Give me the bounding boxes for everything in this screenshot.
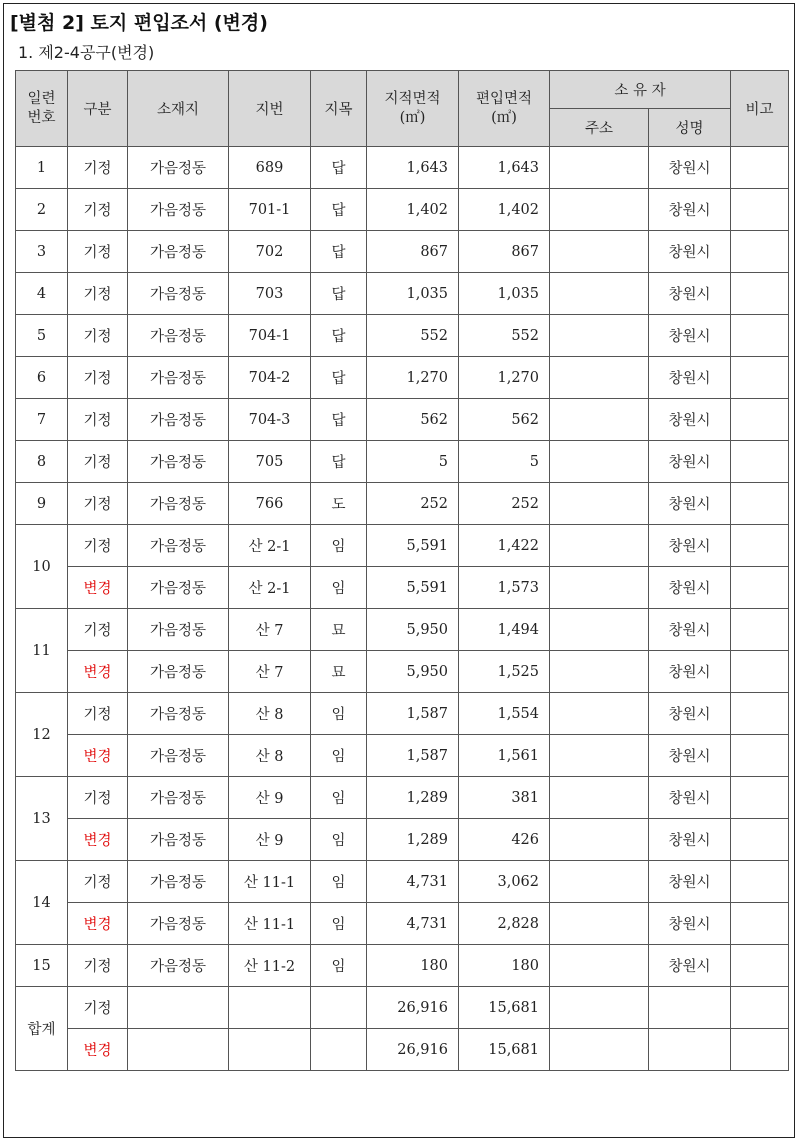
- cell-owner-name: 창원시: [649, 651, 731, 693]
- cell-land-type: 묘: [311, 609, 367, 651]
- cell-owner-name: [649, 987, 731, 1029]
- cell-cadastral-area: 252: [367, 483, 459, 525]
- cell-lot: 산 7: [229, 651, 311, 693]
- cell-owner-name: 창원시: [649, 693, 731, 735]
- cell-land-type: 임: [311, 735, 367, 777]
- cell-category: 변경: [68, 1029, 128, 1071]
- cell-owner-name: 창원시: [649, 525, 731, 567]
- cell-address: [550, 735, 649, 777]
- cell-serial-number: 1: [16, 147, 68, 189]
- table-row: [16, 609, 789, 651]
- cell-category: 변경: [68, 735, 128, 777]
- cell-lot: 704-2: [229, 357, 311, 399]
- cell-category: 기정: [68, 147, 128, 189]
- table-row: [16, 693, 789, 735]
- cell-incorporated-area: 1,035: [459, 273, 550, 315]
- cell-cadastral-area: 1,402: [367, 189, 459, 231]
- cell-land-type: 답: [311, 315, 367, 357]
- cell-category: 기정: [68, 399, 128, 441]
- cell-address: [550, 147, 649, 189]
- cell-lot: 704-1: [229, 315, 311, 357]
- cell-category: 변경: [68, 903, 128, 945]
- header-incorporated-area: 편입면적 (㎡): [459, 71, 550, 147]
- document-title: [별첨 2] 토지 편입조서 (변경): [10, 12, 268, 34]
- cell-owner-name: 창원시: [649, 399, 731, 441]
- cell-cadastral-area: 5,591: [367, 525, 459, 567]
- cell-remarks: [731, 567, 789, 609]
- cell-land-type: [311, 1029, 367, 1071]
- cell-location: 가음정동: [128, 525, 229, 567]
- cell-remarks: [731, 1029, 789, 1071]
- cell-lot: 산 8: [229, 735, 311, 777]
- cell-category: 기정: [68, 357, 128, 399]
- cell-location: 가음정동: [128, 189, 229, 231]
- cell-lot: 766: [229, 483, 311, 525]
- cell-lot: [229, 1029, 311, 1071]
- cell-serial-number: 3: [16, 231, 68, 273]
- cell-cadastral-area: 562: [367, 399, 459, 441]
- cell-serial-number: 2: [16, 189, 68, 231]
- cell-serial-number: 15: [16, 945, 68, 987]
- cell-owner-name: 창원시: [649, 777, 731, 819]
- cell-address: [550, 357, 649, 399]
- cell-remarks: [731, 315, 789, 357]
- cell-category: 기정: [68, 189, 128, 231]
- header-cadastral-area: 지적면적 (㎡): [367, 71, 459, 147]
- cell-remarks: [731, 651, 789, 693]
- cell-cadastral-area: 1,289: [367, 777, 459, 819]
- cell-serial-number: 13: [16, 777, 68, 861]
- cell-category: 기정: [68, 609, 128, 651]
- table-row: [16, 735, 789, 777]
- cell-cadastral-area: 1,289: [367, 819, 459, 861]
- cell-land-type: 임: [311, 567, 367, 609]
- cell-land-type: 도: [311, 483, 367, 525]
- cell-remarks: [731, 987, 789, 1029]
- cell-serial-number: 합계: [16, 987, 68, 1071]
- cell-incorporated-area: 252: [459, 483, 550, 525]
- cell-owner-name: 창원시: [649, 735, 731, 777]
- cell-incorporated-area: 1,402: [459, 189, 550, 231]
- cell-serial-number: 4: [16, 273, 68, 315]
- cell-category: 변경: [68, 567, 128, 609]
- cell-land-type: 답: [311, 231, 367, 273]
- table-row: [16, 147, 789, 189]
- cell-remarks: [731, 483, 789, 525]
- cell-remarks: [731, 777, 789, 819]
- cell-cadastral-area: 1,643: [367, 147, 459, 189]
- cell-category: 기정: [68, 315, 128, 357]
- cell-cadastral-area: 5,950: [367, 609, 459, 651]
- cell-lot: 산 11-2: [229, 945, 311, 987]
- header-lot: 지번: [229, 71, 311, 147]
- cell-incorporated-area: 15,681: [459, 987, 550, 1029]
- cell-remarks: [731, 231, 789, 273]
- cell-category: 기정: [68, 777, 128, 819]
- cell-land-type: 답: [311, 399, 367, 441]
- cell-lot: 산 2-1: [229, 525, 311, 567]
- table-header: [16, 71, 789, 147]
- cell-land-type: 묘: [311, 651, 367, 693]
- cell-serial-number: 12: [16, 693, 68, 777]
- table-row: [16, 525, 789, 567]
- cell-incorporated-area: 1,573: [459, 567, 550, 609]
- cell-address: [550, 609, 649, 651]
- table-row: [16, 987, 789, 1029]
- cell-owner-name: 창원시: [649, 357, 731, 399]
- cell-category: 기정: [68, 441, 128, 483]
- cell-cadastral-area: 26,916: [367, 987, 459, 1029]
- cell-address: [550, 1029, 649, 1071]
- cell-cadastral-area: 867: [367, 231, 459, 273]
- cell-incorporated-area: 1,494: [459, 609, 550, 651]
- cell-cadastral-area: 4,731: [367, 903, 459, 945]
- cell-lot: 702: [229, 231, 311, 273]
- cell-location: 가음정동: [128, 441, 229, 483]
- cell-remarks: [731, 357, 789, 399]
- cell-cadastral-area: 5: [367, 441, 459, 483]
- header-address: 주소: [550, 109, 649, 147]
- cell-cadastral-area: 552: [367, 315, 459, 357]
- cell-category: 기정: [68, 945, 128, 987]
- cell-cadastral-area: 1,587: [367, 693, 459, 735]
- cell-land-type: 임: [311, 525, 367, 567]
- table-body: [16, 147, 789, 1071]
- cell-address: [550, 777, 649, 819]
- cell-owner-name: 창원시: [649, 273, 731, 315]
- cell-address: [550, 399, 649, 441]
- cell-cadastral-area: 5,950: [367, 651, 459, 693]
- cell-owner-name: 창원시: [649, 147, 731, 189]
- header-remarks: 비고: [731, 71, 789, 147]
- cell-lot: 산 9: [229, 819, 311, 861]
- cell-owner-name: 창원시: [649, 861, 731, 903]
- cell-serial-number: 7: [16, 399, 68, 441]
- table-row: [16, 651, 789, 693]
- cell-owner-name: [649, 1029, 731, 1071]
- table-row: [16, 903, 789, 945]
- cell-location: 가음정동: [128, 231, 229, 273]
- table-row: [16, 441, 789, 483]
- cell-cadastral-area: 4,731: [367, 861, 459, 903]
- cell-address: [550, 819, 649, 861]
- cell-owner-name: 창원시: [649, 609, 731, 651]
- cell-address: [550, 945, 649, 987]
- cell-lot: [229, 987, 311, 1029]
- cell-remarks: [731, 273, 789, 315]
- cell-serial-number: 14: [16, 861, 68, 945]
- cell-incorporated-area: 562: [459, 399, 550, 441]
- cell-incorporated-area: 1,270: [459, 357, 550, 399]
- cell-incorporated-area: 3,062: [459, 861, 550, 903]
- table-row: [16, 567, 789, 609]
- cell-category: 기정: [68, 231, 128, 273]
- table-row: [16, 357, 789, 399]
- cell-location: [128, 1029, 229, 1071]
- cell-incorporated-area: 2,828: [459, 903, 550, 945]
- cell-land-type: 답: [311, 273, 367, 315]
- cell-location: 가음정동: [128, 357, 229, 399]
- cell-incorporated-area: 5: [459, 441, 550, 483]
- cell-incorporated-area: 867: [459, 231, 550, 273]
- cell-lot: 산 2-1: [229, 567, 311, 609]
- cell-location: 가음정동: [128, 819, 229, 861]
- cell-incorporated-area: 426: [459, 819, 550, 861]
- cell-remarks: [731, 441, 789, 483]
- cell-category: 기정: [68, 525, 128, 567]
- cell-remarks: [731, 819, 789, 861]
- cell-lot: 705: [229, 441, 311, 483]
- cell-lot: 산 9: [229, 777, 311, 819]
- cell-lot: 701-1: [229, 189, 311, 231]
- cell-category: 기정: [68, 693, 128, 735]
- cell-lot: 703: [229, 273, 311, 315]
- cell-cadastral-area: 1,270: [367, 357, 459, 399]
- land-incorporation-table: [15, 70, 789, 1071]
- header-serial: 일련 번호: [16, 71, 68, 147]
- cell-location: 가음정동: [128, 693, 229, 735]
- cell-category: 기정: [68, 483, 128, 525]
- cell-address: [550, 273, 649, 315]
- cell-owner-name: 창원시: [649, 945, 731, 987]
- cell-remarks: [731, 693, 789, 735]
- cell-location: 가음정동: [128, 903, 229, 945]
- cell-remarks: [731, 861, 789, 903]
- cell-land-type: 임: [311, 945, 367, 987]
- cell-owner-name: 창원시: [649, 903, 731, 945]
- cell-remarks: [731, 945, 789, 987]
- cell-owner-name: 창원시: [649, 315, 731, 357]
- cell-land-type: [311, 987, 367, 1029]
- cell-land-type: 임: [311, 819, 367, 861]
- cell-serial-number: 11: [16, 609, 68, 693]
- cell-address: [550, 693, 649, 735]
- cell-serial-number: 6: [16, 357, 68, 399]
- cell-location: 가음정동: [128, 861, 229, 903]
- cell-incorporated-area: 15,681: [459, 1029, 550, 1071]
- header-location: 소재지: [128, 71, 229, 147]
- cell-location: 가음정동: [128, 147, 229, 189]
- table-row: [16, 861, 789, 903]
- cell-land-type: 답: [311, 189, 367, 231]
- cell-address: [550, 441, 649, 483]
- cell-incorporated-area: 1,561: [459, 735, 550, 777]
- cell-address: [550, 567, 649, 609]
- cell-address: [550, 483, 649, 525]
- cell-incorporated-area: 552: [459, 315, 550, 357]
- cell-lot: 산 7: [229, 609, 311, 651]
- cell-land-type: 임: [311, 693, 367, 735]
- cell-cadastral-area: 1,587: [367, 735, 459, 777]
- table-row: [16, 1029, 789, 1071]
- cell-owner-name: 창원시: [649, 567, 731, 609]
- cell-serial-number: 5: [16, 315, 68, 357]
- header-owner: 소 유 자: [550, 71, 731, 109]
- table-row: [16, 399, 789, 441]
- header-land-type: 지목: [311, 71, 367, 147]
- cell-land-type: 임: [311, 861, 367, 903]
- cell-owner-name: 창원시: [649, 441, 731, 483]
- cell-owner-name: 창원시: [649, 189, 731, 231]
- cell-category: 변경: [68, 651, 128, 693]
- cell-location: 가음정동: [128, 567, 229, 609]
- cell-owner-name: 창원시: [649, 819, 731, 861]
- cell-land-type: 답: [311, 357, 367, 399]
- cell-serial-number: 8: [16, 441, 68, 483]
- cell-incorporated-area: 1,554: [459, 693, 550, 735]
- cell-lot: 산 8: [229, 693, 311, 735]
- cell-category: 기정: [68, 861, 128, 903]
- cell-location: 가음정동: [128, 651, 229, 693]
- section-subtitle: 1. 제2-4공구(변경): [18, 43, 155, 62]
- cell-incorporated-area: 381: [459, 777, 550, 819]
- cell-owner-name: 창원시: [649, 483, 731, 525]
- table-row: [16, 273, 789, 315]
- cell-remarks: [731, 525, 789, 567]
- cell-location: [128, 987, 229, 1029]
- cell-owner-name: 창원시: [649, 231, 731, 273]
- cell-lot: 산 11-1: [229, 861, 311, 903]
- header-category: 구분: [68, 71, 128, 147]
- cell-remarks: [731, 399, 789, 441]
- cell-land-type: 답: [311, 147, 367, 189]
- cell-category: 변경: [68, 819, 128, 861]
- table-row: [16, 483, 789, 525]
- cell-location: 가음정동: [128, 735, 229, 777]
- cell-cadastral-area: 26,916: [367, 1029, 459, 1071]
- cell-incorporated-area: 1,525: [459, 651, 550, 693]
- cell-location: 가음정동: [128, 273, 229, 315]
- table-row: [16, 945, 789, 987]
- cell-address: [550, 231, 649, 273]
- cell-lot: 산 11-1: [229, 903, 311, 945]
- cell-incorporated-area: 1,643: [459, 147, 550, 189]
- cell-lot: 704-3: [229, 399, 311, 441]
- cell-address: [550, 525, 649, 567]
- cell-location: 가음정동: [128, 483, 229, 525]
- cell-address: [550, 861, 649, 903]
- cell-incorporated-area: 180: [459, 945, 550, 987]
- header-name: 성명: [649, 109, 731, 147]
- cell-remarks: [731, 147, 789, 189]
- cell-location: 가음정동: [128, 399, 229, 441]
- cell-cadastral-area: 1,035: [367, 273, 459, 315]
- table-row: [16, 777, 789, 819]
- cell-address: [550, 315, 649, 357]
- cell-serial-number: 10: [16, 525, 68, 609]
- cell-address: [550, 189, 649, 231]
- cell-land-type: 임: [311, 903, 367, 945]
- cell-remarks: [731, 735, 789, 777]
- table-row: [16, 819, 789, 861]
- cell-address: [550, 903, 649, 945]
- cell-cadastral-area: 180: [367, 945, 459, 987]
- table-row: [16, 231, 789, 273]
- cell-location: 가음정동: [128, 609, 229, 651]
- cell-location: 가음정동: [128, 945, 229, 987]
- cell-category: 기정: [68, 273, 128, 315]
- cell-remarks: [731, 609, 789, 651]
- cell-location: 가음정동: [128, 315, 229, 357]
- cell-remarks: [731, 903, 789, 945]
- table-row: [16, 315, 789, 357]
- cell-location: 가음정동: [128, 777, 229, 819]
- cell-land-type: 임: [311, 777, 367, 819]
- cell-land-type: 답: [311, 441, 367, 483]
- table-row: [16, 189, 789, 231]
- cell-address: [550, 987, 649, 1029]
- cell-incorporated-area: 1,422: [459, 525, 550, 567]
- cell-category: 기정: [68, 987, 128, 1029]
- cell-serial-number: 9: [16, 483, 68, 525]
- cell-lot: 689: [229, 147, 311, 189]
- cell-address: [550, 651, 649, 693]
- cell-remarks: [731, 189, 789, 231]
- cell-cadastral-area: 5,591: [367, 567, 459, 609]
